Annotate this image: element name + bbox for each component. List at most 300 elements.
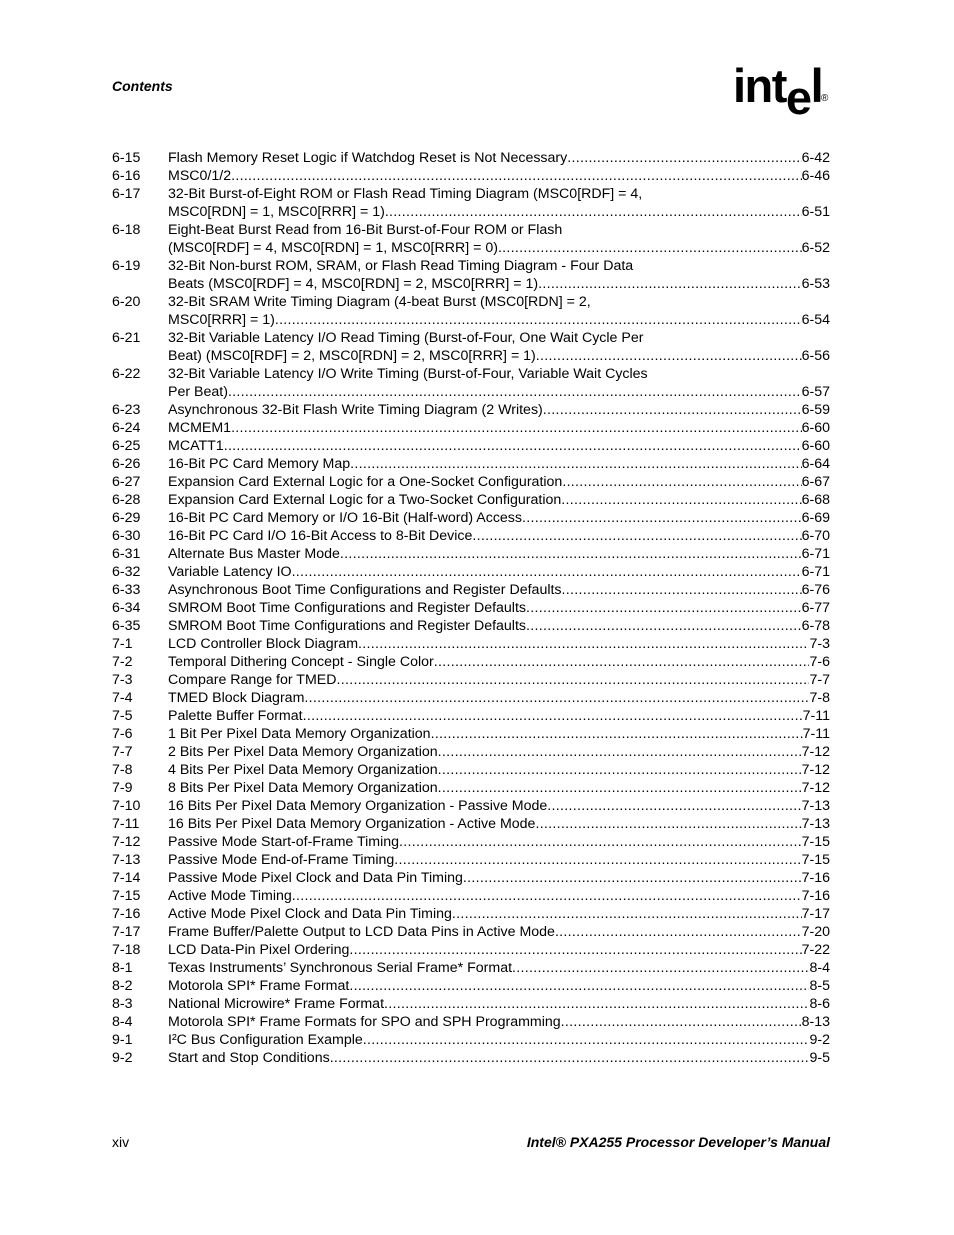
page-reference[interactable]: 6-68	[801, 492, 830, 508]
figure-title: 16 Bits Per Pixel Data Memory Organization - Active Mode	[168, 816, 536, 832]
entry-body	[168, 1031, 830, 1049]
page-reference[interactable]: 7-15	[801, 852, 830, 868]
dot-leader	[438, 761, 802, 779]
dot-leader	[349, 941, 801, 959]
entry-body	[168, 923, 830, 941]
dot-leader	[567, 149, 801, 167]
page-reference[interactable]: 7-13	[801, 798, 830, 814]
toc-entry[interactable]	[112, 293, 830, 329]
figure-number: 7-1	[112, 636, 133, 652]
logo-text-l: l	[810, 59, 823, 112]
dot-leader	[340, 545, 802, 563]
page-reference[interactable]: 6-70	[801, 528, 830, 544]
page-reference[interactable]: 7-8	[809, 690, 830, 706]
figure-title: Start and Stop Conditions	[168, 1050, 330, 1066]
figure-title-line	[168, 923, 830, 941]
figure-title-line	[168, 599, 830, 617]
figure-title-line	[168, 401, 830, 419]
figure-number: 7-4	[112, 690, 133, 706]
dot-leader	[562, 581, 802, 599]
toc-entry[interactable]	[112, 743, 830, 761]
figure-number: 7-8	[112, 762, 133, 778]
page-reference[interactable]: 9-2	[809, 1032, 830, 1048]
entry-body	[168, 653, 830, 671]
figure-title-line	[168, 617, 830, 635]
page-reference[interactable]: 7-6	[809, 654, 830, 670]
figure-title: Passive Mode Start-of-Frame Timing	[168, 834, 400, 850]
figure-number: 6-32	[112, 564, 141, 580]
figure-title-line-1: 32-Bit Burst-of-Eight ROM or Flash Read Timing Diagram (MSC0[RDF] = 4,	[168, 186, 643, 202]
figure-title-line	[168, 671, 830, 689]
dot-leader	[498, 239, 802, 257]
dot-leader	[384, 995, 809, 1013]
page-reference[interactable]: 6-57	[801, 384, 830, 400]
figure-number: 9-2	[112, 1050, 133, 1066]
toc-entry[interactable]	[112, 455, 830, 473]
page-header-title: Contents	[112, 78, 173, 94]
page-reference[interactable]: 6-42	[801, 150, 830, 166]
toc-entry[interactable]	[112, 167, 830, 185]
figure-title-line	[168, 707, 830, 725]
entry-body	[168, 905, 830, 923]
entry-body	[168, 833, 830, 851]
toc-entry[interactable]	[112, 905, 830, 923]
figure-number: 7-18	[112, 942, 141, 958]
dot-leader	[536, 347, 802, 365]
figure-number: 6-15	[112, 150, 141, 166]
figure-title: Expansion Card External Logic for a Two-Socket Configuration	[168, 492, 562, 508]
figure-title: MSC0[RRR] = 1)	[168, 312, 275, 328]
figure-title-line	[168, 419, 830, 437]
figure-number: 7-6	[112, 726, 133, 742]
dot-leader	[522, 509, 802, 527]
figure-title-line	[168, 887, 830, 905]
toc-entry[interactable]	[112, 959, 830, 977]
entry-body	[168, 797, 830, 815]
toc-entry[interactable]	[112, 491, 830, 509]
entry-body	[168, 599, 830, 617]
figure-title-line	[168, 455, 830, 473]
figure-title-line	[168, 383, 830, 401]
page-reference[interactable]: 8-5	[809, 978, 830, 994]
toc-entry[interactable]	[112, 671, 830, 689]
figure-number: 6-25	[112, 438, 141, 454]
figure-title: MSC0[RDN] = 1, MSC0[RRR] = 1)	[168, 204, 385, 220]
dot-leader	[231, 167, 802, 185]
dot-leader	[434, 653, 810, 671]
dot-leader	[562, 473, 801, 491]
dot-leader	[561, 491, 801, 509]
figure-title-line	[168, 509, 830, 527]
entry-body	[168, 689, 830, 707]
entry-body	[168, 743, 830, 761]
page-reference[interactable]: 6-69	[801, 510, 830, 526]
page-reference[interactable]: 7-11	[802, 726, 830, 742]
figure-title: Active Mode Pixel Clock and Data Pin Timing	[168, 906, 452, 922]
figure-title-line-1: 32-Bit Non-burst ROM, SRAM, or Flash Read Timing Diagram - Four Data	[168, 258, 634, 274]
figure-title: (MSC0[RDF] = 4, MSC0[RDN] = 1, MSC0[RRR] = 0)	[168, 240, 498, 256]
page-reference[interactable]: 6-51	[801, 204, 830, 220]
figure-number: 6-16	[112, 168, 141, 184]
entry-body	[168, 581, 830, 599]
page-reference[interactable]: 6-60	[801, 438, 830, 454]
dot-leader	[228, 383, 802, 401]
intel-logo	[733, 59, 829, 124]
entry-body	[168, 257, 830, 293]
entry-body	[168, 401, 830, 419]
figure-number: 7-16	[112, 906, 141, 922]
dot-leader	[224, 437, 802, 455]
figure-number: 6-24	[112, 420, 141, 436]
registered-mark: ®	[821, 93, 829, 104]
figure-title: Alternate Bus Master Mode	[168, 546, 340, 562]
figure-title: 16-Bit PC Card I/O 16-Bit Access to 8-Bit Device	[168, 528, 473, 544]
page-reference[interactable]: 7-20	[801, 924, 830, 940]
figure-title-line	[168, 653, 830, 671]
figure-title-line	[168, 689, 830, 707]
dot-leader	[303, 707, 803, 725]
figure-number: 6-17	[112, 186, 141, 202]
figure-title: Texas Instruments’ Synchronous Serial Frame* Format	[168, 960, 513, 976]
toc-entry[interactable]	[112, 527, 830, 545]
dot-leader	[349, 977, 809, 995]
toc-entry[interactable]	[112, 833, 830, 851]
figure-number: 7-17	[112, 924, 141, 940]
figure-number: 6-31	[112, 546, 141, 562]
figure-title-line	[168, 203, 830, 221]
figure-number: 6-34	[112, 600, 141, 616]
entry-body	[168, 815, 830, 833]
figure-title-line	[168, 545, 830, 563]
figure-title-line	[168, 527, 830, 545]
dot-leader	[330, 1049, 810, 1067]
figure-title-line	[168, 239, 830, 257]
table-of-figures	[112, 149, 830, 1067]
dot-leader	[547, 797, 801, 815]
figure-title: Motorola SPI* Frame Formats for SPO and SPH Programming	[168, 1014, 561, 1030]
figure-title-line	[168, 563, 830, 581]
figure-title-line	[168, 1013, 830, 1031]
figure-title: 4 Bits Per Pixel Data Memory Organization	[168, 762, 438, 778]
entry-body	[168, 887, 830, 905]
toc-entry[interactable]	[112, 797, 830, 815]
figure-title: SMROM Boot Time Configurations and Register Defaults	[168, 600, 526, 616]
figure-title: 16-Bit PC Card Memory Map	[168, 456, 351, 472]
figure-title: Asynchronous Boot Time Configurations and Register Defaults	[168, 582, 562, 598]
entry-body	[168, 167, 830, 185]
dot-leader	[385, 203, 802, 221]
figure-title: 16-Bit PC Card Memory or I/O 16-Bit (Half-word) Access	[168, 510, 522, 526]
figure-number: 6-26	[112, 456, 141, 472]
toc-entry[interactable]	[112, 563, 830, 581]
page-reference[interactable]: 6-54	[801, 312, 830, 328]
entry-body	[168, 437, 830, 455]
figure-number: 8-1	[112, 960, 133, 976]
page-reference[interactable]: 7-12	[801, 744, 830, 760]
dot-leader	[394, 851, 801, 869]
page-reference[interactable]: 8-13	[801, 1014, 830, 1030]
toc-entry[interactable]	[112, 221, 830, 257]
figure-title-line	[168, 743, 830, 761]
figure-title: SMROM Boot Time Configurations and Register Defaults	[168, 618, 526, 634]
entry-body	[168, 293, 830, 329]
figure-title-line	[168, 905, 830, 923]
toc-entry[interactable]	[112, 725, 830, 743]
figure-title-line	[168, 1031, 830, 1049]
entry-body	[168, 545, 830, 563]
figure-number: 6-21	[112, 330, 141, 346]
page-reference[interactable]: 6-76	[801, 582, 830, 598]
figure-title: 2 Bits Per Pixel Data Memory Organization	[168, 744, 438, 760]
figure-number: 7-2	[112, 654, 133, 670]
figure-number: 7-13	[112, 852, 141, 868]
figure-title-line	[168, 833, 830, 851]
toc-entry[interactable]	[112, 1049, 830, 1067]
toc-entry[interactable]	[112, 545, 830, 563]
figure-title-line	[168, 779, 830, 797]
dot-leader	[438, 743, 802, 761]
dot-leader	[512, 959, 809, 977]
figure-title: MSC0/1/2	[168, 168, 232, 184]
toc-entry[interactable]	[112, 365, 830, 401]
entry-body	[168, 563, 830, 581]
figure-title-line	[168, 797, 830, 815]
figure-number: 7-15	[112, 888, 141, 904]
figure-title-line	[168, 869, 830, 887]
figure-title: 8 Bits Per Pixel Data Memory Organization	[168, 780, 438, 796]
entry-body	[168, 185, 830, 221]
page-reference[interactable]: 6-78	[801, 618, 830, 634]
toc-entry[interactable]	[112, 329, 830, 365]
dot-leader	[336, 671, 809, 689]
figure-title-line	[168, 437, 830, 455]
figure-number: 6-19	[112, 258, 141, 274]
toc-entry[interactable]	[112, 419, 830, 437]
figure-title-line	[168, 491, 830, 509]
figure-title: MCMEM1	[168, 420, 232, 436]
figure-number: 7-3	[112, 672, 133, 688]
page-reference[interactable]: 7-17	[801, 906, 830, 922]
page-reference[interactable]: 6-60	[801, 420, 830, 436]
page-reference[interactable]: 6-77	[801, 600, 830, 616]
toc-entry[interactable]	[112, 437, 830, 455]
entry-body	[168, 995, 830, 1013]
figure-title: Expansion Card External Logic for a One-Socket Configuration	[168, 474, 563, 490]
figure-title-line-1: 32-Bit Variable Latency I/O Write Timing (Burst-of-Four, Variable Wait Cycles	[168, 366, 648, 382]
figure-title: 1 Bit Per Pixel Data Memory Organization	[168, 726, 431, 742]
figure-title: Beat) (MSC0[RDF] = 2, MSC0[RDN] = 2, MSC0[RRR] = 1)	[168, 348, 536, 364]
figure-title: I²C Bus Configuration Example	[168, 1032, 363, 1048]
dot-leader	[292, 887, 802, 905]
figure-title: Passive Mode Pixel Clock and Data Pin Timing	[168, 870, 463, 886]
toc-entry[interactable]	[112, 887, 830, 905]
figure-title-line	[168, 347, 830, 365]
page-reference[interactable]: 7-16	[801, 888, 830, 904]
figure-title: Palette Buffer Format	[168, 708, 303, 724]
toc-entry[interactable]	[112, 869, 830, 887]
toc-entry[interactable]	[112, 941, 830, 959]
figure-number: 7-11	[112, 816, 140, 832]
page-reference[interactable]: 6-64	[801, 456, 830, 472]
figure-title: Active Mode Timing	[168, 888, 292, 904]
figure-title-line	[168, 275, 830, 293]
entry-body	[168, 527, 830, 545]
page-reference[interactable]: 7-12	[801, 762, 830, 778]
dot-leader	[561, 1013, 802, 1031]
figure-title: Frame Buffer/Palette Output to LCD Data Pins in Active Mode	[168, 924, 555, 940]
page-reference[interactable]: 6-67	[801, 474, 830, 490]
entry-body	[168, 671, 830, 689]
figure-number: 6-28	[112, 492, 141, 508]
entry-body	[168, 959, 830, 977]
figure-number: 6-33	[112, 582, 141, 598]
figure-number: 7-7	[112, 744, 133, 760]
figure-title-line-1: 32-Bit Variable Latency I/O Read Timing (Burst-of-Four, One Wait Cycle Per	[168, 330, 644, 346]
dot-leader	[555, 923, 802, 941]
page-reference[interactable]: 7-15	[801, 834, 830, 850]
figure-number: 6-23	[112, 402, 141, 418]
toc-entry[interactable]	[112, 401, 830, 419]
page-reference[interactable]: 6-71	[801, 546, 830, 562]
figure-number: 6-29	[112, 510, 141, 526]
dot-leader	[275, 311, 802, 329]
toc-entry[interactable]	[112, 617, 830, 635]
toc-entry[interactable]	[112, 257, 830, 293]
page-reference[interactable]: 7-22	[801, 942, 830, 958]
dot-leader	[463, 869, 802, 887]
entry-body	[168, 491, 830, 509]
page-reference[interactable]: 6-59	[801, 402, 830, 418]
figure-number: 7-9	[112, 780, 133, 796]
toc-entry[interactable]	[112, 473, 830, 491]
toc-entry[interactable]	[112, 653, 830, 671]
dot-leader	[538, 275, 801, 293]
dot-leader	[438, 779, 802, 797]
dot-leader	[543, 401, 802, 419]
entry-body	[168, 635, 830, 653]
footer-manual-title: Intel® PXA255 Processor Developer’s Manual	[526, 1134, 830, 1150]
page-reference[interactable]: 9-5	[809, 1050, 830, 1066]
figure-title: 16 Bits Per Pixel Data Memory Organization - Passive Mode	[168, 798, 548, 814]
figure-title-line	[168, 311, 830, 329]
entry-body	[168, 617, 830, 635]
figure-title-line	[168, 851, 830, 869]
page-reference[interactable]: 8-6	[809, 996, 830, 1012]
entry-body	[168, 941, 830, 959]
toc-entry[interactable]	[112, 923, 830, 941]
toc-entry[interactable]	[112, 995, 830, 1013]
toc-entry[interactable]	[112, 599, 830, 617]
entry-body	[168, 455, 830, 473]
figure-title: Variable Latency IO	[168, 564, 292, 580]
page-reference[interactable]: 6-46	[801, 168, 830, 184]
toc-entry[interactable]	[112, 761, 830, 779]
toc-entry[interactable]	[112, 185, 830, 221]
toc-entry[interactable]	[112, 509, 830, 527]
figure-title-line	[168, 725, 830, 743]
entry-body	[168, 779, 830, 797]
figure-number: 7-12	[112, 834, 141, 850]
toc-entry[interactable]	[112, 1031, 830, 1049]
page-reference[interactable]: 7-7	[809, 672, 830, 688]
toc-entry[interactable]	[112, 707, 830, 725]
entry-body	[168, 473, 830, 491]
figure-title: TMED Block Diagram	[168, 690, 305, 706]
entry-body	[168, 869, 830, 887]
toc-entry[interactable]	[112, 581, 830, 599]
entry-body	[168, 707, 830, 725]
figure-title: LCD Data-Pin Pixel Ordering	[168, 942, 350, 958]
toc-entry[interactable]	[112, 1013, 830, 1031]
figure-title: Asynchronous 32-Bit Flash Write Timing Diagram (2 Writes)	[168, 402, 543, 418]
figure-title-line	[168, 959, 830, 977]
entry-body	[168, 761, 830, 779]
dot-leader	[526, 599, 802, 617]
figure-title: LCD Controller Block Diagram	[168, 636, 359, 652]
dot-leader	[431, 725, 803, 743]
entry-body	[168, 1049, 830, 1067]
entry-body	[168, 149, 830, 167]
figure-number: 6-22	[112, 366, 141, 382]
figure-title: Temporal Dithering Concept - Single Color	[168, 654, 434, 670]
figure-number: 9-1	[112, 1032, 133, 1048]
entry-body	[168, 329, 830, 365]
toc-entry[interactable]	[112, 779, 830, 797]
figure-title: Per Beat)	[168, 384, 228, 400]
page-reference[interactable]: 6-71	[801, 564, 830, 580]
page-reference[interactable]: 6-53	[801, 276, 830, 292]
figure-number: 6-20	[112, 294, 141, 310]
page-reference[interactable]: 7-3	[809, 636, 830, 652]
toc-entry[interactable]	[112, 977, 830, 995]
figure-title-line	[168, 581, 830, 599]
toc-entry[interactable]	[112, 689, 830, 707]
figure-number: 6-30	[112, 528, 141, 544]
figure-title-line	[168, 473, 830, 491]
figure-title: Motorola SPI* Frame Format	[168, 978, 350, 994]
figure-number: 6-18	[112, 222, 141, 238]
dot-leader	[304, 689, 809, 707]
figure-title-line-1: 32-Bit SRAM Write Timing Diagram (4-beat Burst (MSC0[RDN] = 2,	[168, 294, 591, 310]
logo-text-int: int	[733, 59, 786, 112]
figure-title-line	[168, 635, 830, 653]
figure-title-line	[168, 149, 830, 167]
figure-title-line	[168, 815, 830, 833]
figure-number: 8-3	[112, 996, 133, 1012]
page-reference[interactable]: 7-13	[801, 816, 830, 832]
figure-number: 8-2	[112, 978, 133, 994]
entry-body	[168, 221, 830, 257]
footer-page-number: xiv	[112, 1134, 130, 1150]
page-reference[interactable]: 6-56	[801, 348, 830, 364]
entry-body	[168, 365, 830, 401]
page-reference[interactable]: 6-52	[801, 240, 830, 256]
figure-title: Passive Mode End-of-Frame Timing	[168, 852, 395, 868]
toc-entry[interactable]	[112, 815, 830, 833]
dot-leader	[358, 635, 809, 653]
page-reference[interactable]: 7-16	[801, 870, 830, 886]
figure-title: MCATT1	[168, 438, 224, 454]
figure-title: Beats (MSC0[RDF] = 4, MSC0[RDN] = 2, MSC0[RRR] = 1)	[168, 276, 539, 292]
toc-entry[interactable]	[112, 635, 830, 653]
page-reference[interactable]: 8-4	[809, 960, 830, 976]
toc-entry[interactable]	[112, 851, 830, 869]
page-reference[interactable]: 7-11	[802, 708, 830, 724]
figure-number: 7-5	[112, 708, 133, 724]
toc-entry[interactable]	[112, 149, 830, 167]
dot-leader	[452, 905, 802, 923]
page-reference[interactable]: 7-12	[801, 780, 830, 796]
